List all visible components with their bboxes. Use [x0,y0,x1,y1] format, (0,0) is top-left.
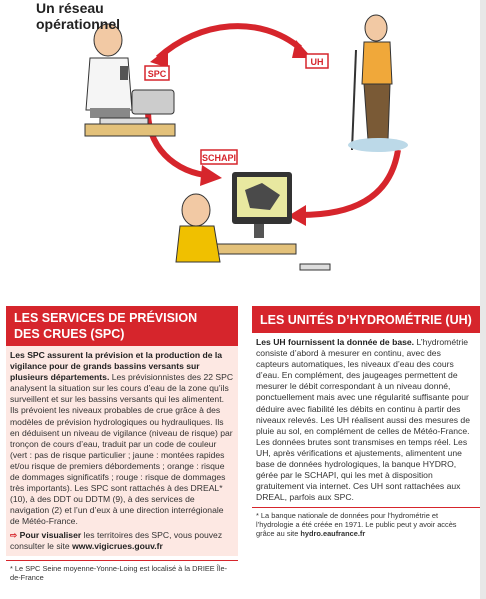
uh-footnote: * La banque nationale de données pour l’hydrométrie et l’hydrologie a été créée en 1971. Le public peut y avoir accès grâce au site hydro.eaufrance.fr [256,511,457,539]
page-edge-strip [480,0,486,599]
spc-lead: Les SPC assurent la prévision et la production de la vigilance pour de grands bassins versants sur plusieurs départements. [10,350,223,383]
uh-lead: Les UH fournissent la donnée de base. [256,337,415,347]
divider [6,560,238,561]
label-spc: SPC [147,69,167,79]
divider [252,507,480,508]
label-schapi: SCHAPI [201,153,237,163]
uh-hydrometry-figure [348,15,408,152]
uh-heading: LES UNITÉS D’HYDROMÉTRIE (UH) [252,306,480,333]
arrow-right-icon: ⇨ [10,529,18,540]
uh-body [252,333,480,503]
spc-footnote: * Le SPC Seine moyenne-Yonne-Loing est localisé à la DRIEE Île-de-France [10,563,228,582]
spc-body [6,346,238,556]
page-title: Un réseau opérationnel [36,0,121,32]
vigicrues-link[interactable]: www.vigicrues.gouv.fr [72,540,163,551]
spc-cta: ⇨ Pour visualiser les territoires des SPC, vous pouvez consulter le site www.vigicrues.gouv.fr [10,529,223,551]
uh-text: L’hydrométrie consiste d’abord à mesurer en continu, avec des capteurs automatiques, les niveaux d’eau des cours d’eau. En complément, des jaugeages permettent de mesurer le débit correspondant à un niveau donné, ponctuellement mais avec une régularité suffisante pour déduire avec fiabilité les débits en continu à partir des niveaux relevés. Les UH réalisent aussi des mesures de pluie au sol, en complément de celles de Météo-France. Les données brutes sont transmises en temps réel. Les UH, après vérifications et ajustements, alimentent une base de données hydrologiques, la banque HYDRO, gérée par le SCHAPI, qui les met à disposition gratuitement via internet. Ces UH sont rattachées aux DREAL, parfois aux SPC. [256,337,470,503]
spc-text: Les prévisionnistes des 22 SPC analysent la situation sur les cours d’eau de la zone qu’ils surveillent et sur les bassins versants qui les alimentent. Ils prévoient les niveaux probables de crue grâce à des modèles de prévision hydrologiques ou hydrauliques. Ils en déduisent un niveau de vigilance (niveau de risque) par tronçon de cours d’eau, traduit par un code de couleur (vert : pas de risque particulier ; jaune : montées rapides et/ou risque de premiers débordements ; orange : risque de dommages significatifs ; rouge : risque de dommages très importants). Les SPC sont rattachés à des DREAL* (10), à des DDT ou DDTM (9), à des services de navigation (2) et l’un d’eux à une direction interrégionale de Météo-France. [10,372,234,527]
uh-column [252,306,480,538]
schapi-operator-figure [176,172,330,270]
spc-column [6,306,238,582]
label-uh: UH [310,57,324,67]
spc-heading: LES SERVICES DE PRÉVISION DES CRUES (SPC) [6,306,238,346]
hydro-eaufrance-link[interactable]: hydro.eaufrance.fr [300,529,366,539]
